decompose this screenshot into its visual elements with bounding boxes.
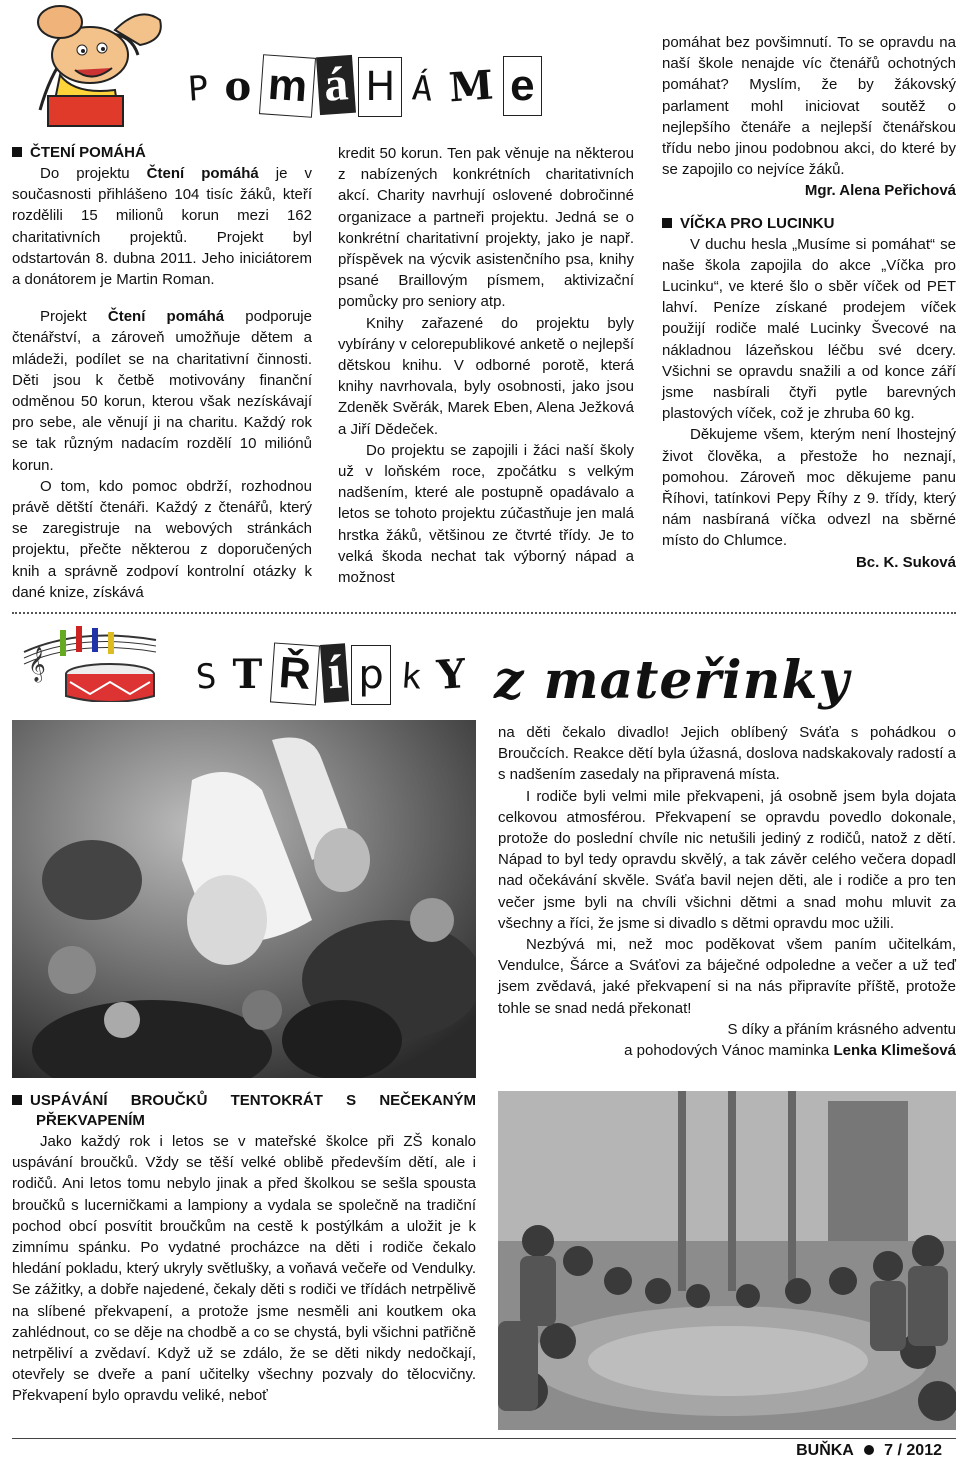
stripky-letter: S xyxy=(188,647,224,707)
photo-content xyxy=(12,720,476,1078)
paragraph: kredit 50 korun. Ten pak věnuje na některou z nabízených konkrétních charitativních akcí. Charity navrhují oslovené dobročinné organizace a partneři projektu. Jedná se o konkrétní charitativní projekty, jako je např. příspěvek na výcvik asistenčního psa, knihy psané Braillovým písmem, aktivizační pomůcky pro seniory atp. xyxy=(338,145,634,311)
stripky-letter: Y xyxy=(429,645,474,706)
heading-cteni-pomaha: ČTENÍ POMÁHÁ xyxy=(30,144,146,161)
paragraph: I rodiče byli velmi mile překvapeni, já osobně jsem byla dojata celkovou atmosférou. Překvapení se opravdu povedlo dokonale, protože do poslední chvíle nic netušili jediný z rodičů, natož z dětí. Nápad to byl tedy opravdu skvělý, a tak závěr celého večera dopadl nad očekávání skvěle. Sváťa bavil nejen děti, ale i rodiče a pro ten večer jsme byli na chvíli všichni dětmi a snad mohu mluvit za všechny a říci, že jsme si divadlo s dětmi opravdu moc užili. xyxy=(498,787,956,932)
stripky-letter: p xyxy=(351,645,390,705)
magazine-name: BUŇKA xyxy=(796,1442,854,1459)
paragraph: Projekt Čtení pomáhá podporuje čtenářství, a zároveň umožňuje dětem a mládeži, podílet se na charitativní činnosti. Děti jsou k četbě motivovány finanční odměnou 50 korun, kterou však nezískávají pro sebe, ale věnují ji na charitu. Každý rok se tak různým nadacím rozdělí 10 miliónů korun. xyxy=(12,308,312,474)
pomahame-letter: e xyxy=(503,56,541,116)
bullet-dot-icon xyxy=(864,1445,874,1455)
thanks-line: S díky a přáním krásného adventu xyxy=(727,1020,956,1038)
heading-uspavani: USPÁVÁNÍ BROUČKŮ TENTOKRÁT S NEČEKANÝM PŘEKVAPENÍM xyxy=(30,1092,476,1129)
stripky-letter: Ř xyxy=(270,642,320,705)
pomahame-letter: Á xyxy=(404,59,440,119)
paragraph: na děti čekalo divadlo! Jejich oblíbený Sváťa s pohádkou o Broučcích. Reakce dětí byla úžasná, doslova nadskakovaly radostí a s nadšením zasedaly na připravená místa. xyxy=(498,724,956,784)
signature-sukova: Bc. K. Suková xyxy=(855,553,956,571)
paragraph: Nezbývá mi, než moc poděkovat všem paním učitelkám, Vendulce, Šárce a Sváťovi za báječné odpoledne a večer a už teď jsem zvědavá, jaké překvapení si na nás připravíte příště, protože tohle se snad nedá překonat! xyxy=(498,936,956,1017)
column-cteni-3 xyxy=(662,32,956,573)
paragraph: Jako každý rok i letos se v mateřské školce při ZŠ konalo uspávání broučků. Vždy se těší velké oblibě především dětí, ale i rodičů. Ani letos tomu nebylo jinak a před školkou se sešla spousta broučků s lucerničkami a lampiony a vydala se společně na tradiční pochod obcí posvítit broučkům na cestě k postýlkám a uložit je k zimnímu spánku. Po vydatné procházce na děti i rodiče čekalo hledání pokladu, který ukryly světlušky, a voňavá večeře od Vendulky. Se zážitky, a dobře najedené, čekaly děti s rodiči ve třídách netrpělivě na slíbené překvapení, a protože jsme nesměli ani koutkem oka zahlédnout, co se děje na chodbě a co se chystá, byli všichni patřičně netrpěliví a zvědaví. Když už se zdálo, že se děti nikdy nedočkají, otevřely se dveře a paní učitelky všechny pozvaly do tělocvičny. Překvapení bylo opravdu veliké, neboť xyxy=(12,1133,476,1405)
heading-vicka: VÍČKA PRO LUCINKU xyxy=(680,214,835,232)
signature-perichova: Mgr. Alena Peřichová xyxy=(804,182,956,200)
footer-divider xyxy=(12,1438,956,1439)
paragraph: V duchu hesla „Musíme si pomáhat“ se naše škola zapojila do akce „Víčka pro Lucinku“, ve které šlo o sběr víček od PET lahví. Peníze získané prodejem víček použijí rodiče malé Lucinky Švecové na nákladnou lázeňskou léčbu své dcery. Všichni se opravdu snažili a od konce září jsme nasbírali čtyři pytle barevných plastových víček, což je zhruba 60 kg. xyxy=(662,235,956,423)
stripky-letter: í xyxy=(320,643,349,703)
pomahame-letter: P xyxy=(180,59,216,119)
title-pomahame xyxy=(180,56,544,126)
photo-content xyxy=(498,1091,956,1430)
issue-number: 7 / 2012 xyxy=(884,1442,942,1459)
paragraph: Do projektu se zapojili i žáci naší školy už v loňském roce, zpočátku s velkým nadšením, které ale postupně opadávalo a letos se tohoto projektu zúčastňuje jen malá hrstka žáků, většinou ze čtvrté třídy. Je to velká škoda nechat tak výborný nápad a možnost xyxy=(338,441,634,587)
pomahame-letter: H xyxy=(358,57,402,117)
drum-illustration xyxy=(20,622,160,702)
bullet-square-icon xyxy=(12,1095,22,1105)
section-divider xyxy=(12,612,956,614)
cartoon-illustration xyxy=(20,0,170,130)
column-broucci-left xyxy=(12,1091,476,1407)
stripky-letter: T xyxy=(226,646,268,704)
paragraph: Do projektu Čtení pomáhá je v současnosti přihlášeno 104 tisíc žáků, kteří rozdělili 15 milionů korun mezi 162 charitativních projektů. Projekt byl odstartován 8. dubna 2011. Jeho iniciátorem a donátorem je Martin Roman. xyxy=(12,165,312,289)
signature-klimesova: a pohodových Vánoc maminka Lenka Klimešová xyxy=(624,1042,956,1060)
pomahame-letter: á xyxy=(316,55,356,115)
column-broucci-right xyxy=(498,722,956,1061)
column-cteni-1 xyxy=(12,143,312,603)
paragraph: Děkujeme všem, kterým není lhostejný život člověka, a přestože ho neznají, pomohou. Zároveň moc děkujeme panu Říhovi, tatínkovi Pepy Říhy z 9. třídy, který nám nasbíraná víčka odvezl na sběrné místo do Chlumce. xyxy=(662,426,956,550)
footer-issue xyxy=(796,1441,942,1461)
paragraph: Knihy zařazené do projektu byly vybírány v celorepublikové anketě o nejlepší dětskou knihu. V odborné porotě, která knihy navrhovala, byly osobnosti, jako jsou Zdeněk Svěrák, Marek Eben, Alena Ježková a Jiří Dědeček. xyxy=(338,314,634,438)
paragraph: pomáhat bez povšimnutí. To se opravdu na naší škole nenajde víc čtenářů ochotných pomáhat? Myslím, že by žákovský parlament mohl iniciovat soutěž o nejlepšího čtenáře a nejlepší čtenářskou třídu nebo jinou podobnou akci, do které by se zapojilo co nejvíce žáků. xyxy=(662,34,956,179)
svg-text:𝄞: 𝄞 xyxy=(28,647,46,682)
pomahame-letter: m xyxy=(259,54,316,118)
photo-telocvicna xyxy=(498,1091,956,1430)
column-cteni-2 xyxy=(338,143,634,588)
photo-divadlo xyxy=(12,720,476,1078)
pomahame-letter: M xyxy=(441,56,501,118)
bullet-square-icon xyxy=(12,147,22,157)
title-stripky xyxy=(188,644,474,714)
bullet-square-icon xyxy=(662,218,672,228)
stripky-letter: k xyxy=(393,647,429,707)
pomahame-letter: o xyxy=(218,58,257,116)
paragraph: O tom, kdo pomoc obdrží, rozhodnou právě dětští čtenáři. Každý z čtenářů, který se zaregistruje na webových stránkách projektu, přečte některou z doporučených knih a správně zodpoví kontrolní otázky k dané knize, získává xyxy=(12,477,312,601)
title-z-materinky: z mateřinky xyxy=(494,650,850,711)
